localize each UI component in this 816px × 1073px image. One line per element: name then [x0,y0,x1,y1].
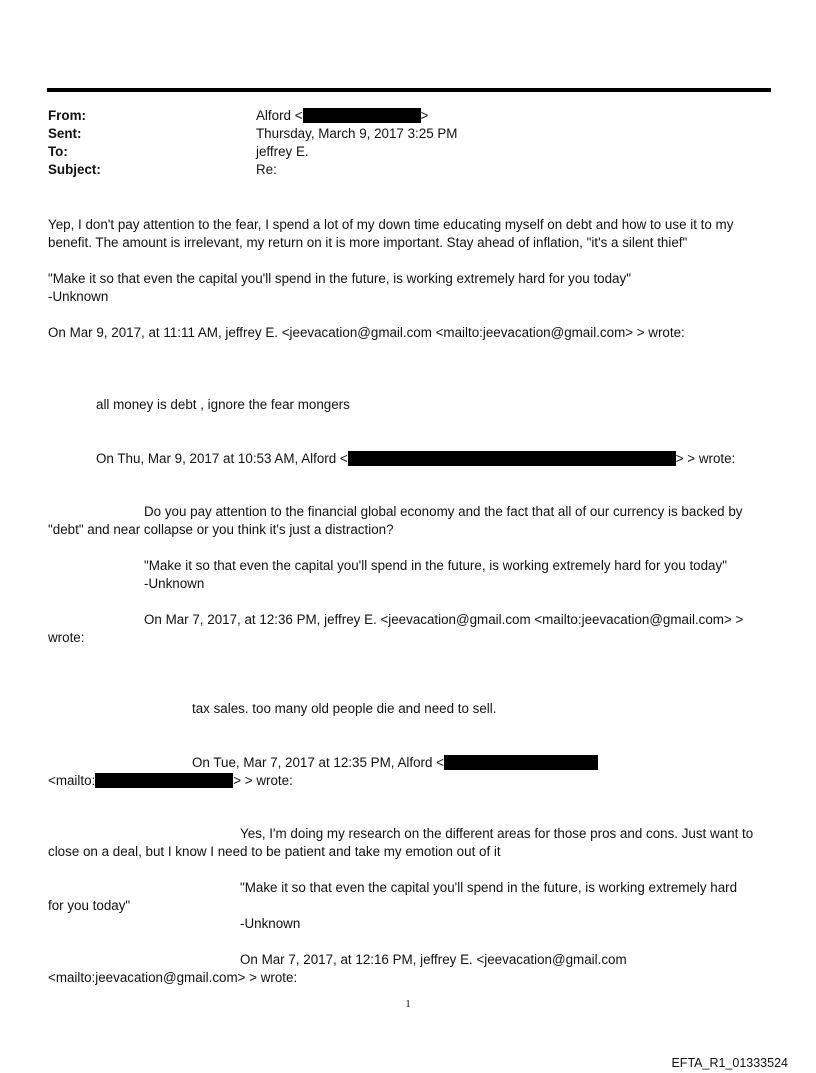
to-label: To: [48,144,68,159]
reply-header: On Tue, Mar 7, 2017 at 12:35 PM, Alford < [192,754,598,772]
sent-value: Thursday, March 9, 2017 3:25 PM [256,126,458,141]
body-line: all money is debt , ignore the fear mongers [96,397,350,412]
body-line: "debt" and near collapse or you think it's just a distraction? [48,522,394,537]
sent-label: Sent: [48,126,82,141]
quote-attribution: -Unknown [240,916,301,931]
redaction-block [95,773,233,788]
page-number: 1 [405,998,411,1010]
from-close: > [420,108,429,123]
quote-line: for you today" [48,898,131,913]
redaction-block [348,451,676,466]
from-value [256,107,428,125]
reply-header: On Mar 7, 2017, at 12:16 PM, jeffrey E. <jeevacation@gmail.com [240,952,627,967]
reply-header: <mailto: > > wrote: [48,773,293,788]
from-label: From: [48,108,86,123]
subject-value: Re: [256,162,277,177]
quote-attribution: -Unknown [144,576,205,591]
body-line: Yep, I don't pay attention to the fear, I spend a lot of my down time educating myself on debt and how to use it to my [48,217,734,232]
reply-header: <mailto:jeevacation@gmail.com> > wrote: [48,970,298,985]
redaction-block [303,108,421,123]
quote-line: "Make it so that even the capital you'll spend in the future, is working extremely hard [240,880,738,895]
subject-label: Subject: [48,162,101,177]
reply-header: wrote: [48,630,85,645]
redaction-block [444,755,598,770]
quote-line: "Make it so that even the capital you'll spend in the future, is working extremely hard for you today" [144,558,727,573]
body-line: close on a deal, but I know I need to be patient and take my emotion out of it [48,844,501,859]
body-line: Do you pay attention to the financial global economy and the fact that all of our currency is backed by [144,504,743,519]
body-line: benefit. The amount is irrelevant, my return on it is more important. Stay ahead of inflation, "it's a silent thief" [48,235,688,250]
reply-header: On Mar 9, 2017, at 11:11 AM, jeffrey E. <jeevacation@gmail.com <mailto:jeevacation@gmail.com> > wrote: [48,325,685,340]
bates-number: EFTA_R1_01333524 [671,1056,788,1070]
quote-line: "Make it so that even the capital you'll spend in the future, is working extremely hard for you today" [48,271,631,286]
reply-header: On Thu, Mar 9, 2017 at 10:53 AM, Alford < > > wrote: [96,451,736,466]
header-rule [47,88,771,92]
body-line: Yes, I'm doing my research on the different areas for those pros and cons. Just want to [240,826,754,841]
reply-header: On Mar 7, 2017, at 12:36 PM, jeffrey E. <jeevacation@gmail.com <mailto:jeevacation@gmail.com> > [144,612,744,627]
to-value: jeffrey E. [256,144,309,159]
body-line: tax sales. too many old people die and need to sell. [192,701,497,716]
quote-attribution: -Unknown [48,289,109,304]
from-name: Alford < [256,108,303,123]
